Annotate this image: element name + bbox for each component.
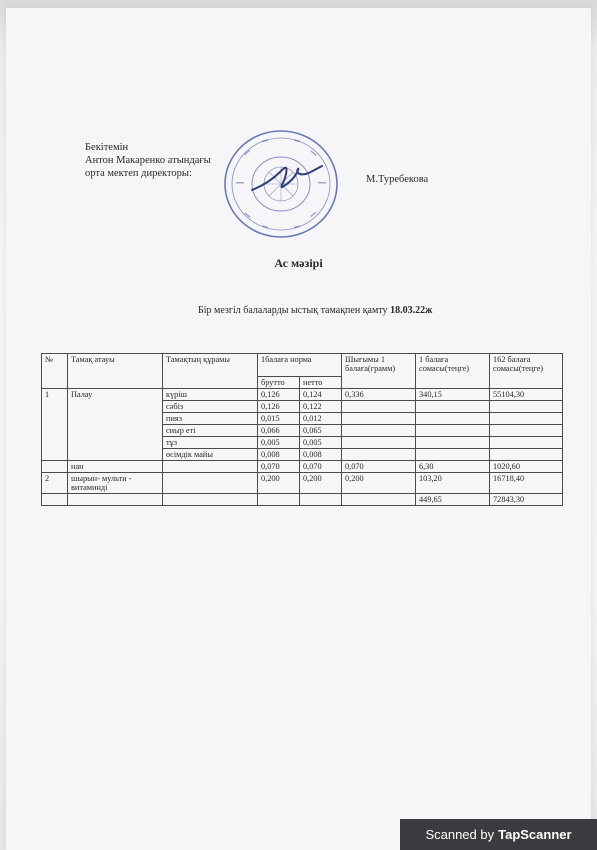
cell-price-all: 55104,30 <box>490 389 563 401</box>
header-norm: 1балаға норма <box>258 354 342 377</box>
cell-gross <box>258 494 300 506</box>
cell-net: 0,012 <box>300 413 342 425</box>
table-row <box>42 461 563 473</box>
cell-price-one: 340,15 <box>416 389 490 401</box>
cell-no <box>42 461 68 473</box>
header-name: Тамақ атауы <box>68 354 163 389</box>
cell-price-one <box>416 413 490 425</box>
cell-composition: тұз <box>163 437 258 449</box>
header-price-one: 1 балаға сомасы(теңге) <box>416 354 490 389</box>
signer-name: М.Туребекова <box>366 174 429 185</box>
cell-net: 0,005 <box>300 437 342 449</box>
cell-price-all: 1020,60 <box>490 461 563 473</box>
header-price-all: 162 балаға сомасы(теңге) <box>490 354 563 389</box>
cell-price-one <box>416 437 490 449</box>
header-gross: брутто <box>258 377 300 389</box>
approval-line-3: орта мектеп директоры: <box>85 168 192 179</box>
page-title: Ас мәзірі <box>274 256 323 270</box>
approval-block <box>85 141 211 180</box>
cell-composition: күріш <box>163 389 258 401</box>
cell-gross: 0,008 <box>258 449 300 461</box>
cell-price-all <box>490 401 563 413</box>
cell-consumption <box>342 401 416 413</box>
cell-consumption: 0,070 <box>342 461 416 473</box>
cell-name <box>68 494 163 506</box>
cell-price-one: 103,20 <box>416 473 490 494</box>
cell-net: 0,200 <box>300 473 342 494</box>
cell-gross: 0,066 <box>258 425 300 437</box>
cell-price-one <box>416 425 490 437</box>
cell-consumption <box>342 449 416 461</box>
menu-table <box>41 353 563 506</box>
cell-consumption <box>342 437 416 449</box>
table-row <box>42 389 563 401</box>
cell-net: 0,122 <box>300 401 342 413</box>
subtitle-text: Бір мезгіл балаларды ыстық тамақпен қамту <box>198 305 391 316</box>
cell-composition <box>163 494 258 506</box>
header-composition: Тамақтың құрамы <box>163 354 258 389</box>
subtitle-date: 18.03.22ж <box>390 305 433 316</box>
cell-gross: 0,015 <box>258 413 300 425</box>
cell-consumption: 0,336 <box>342 389 416 401</box>
cell-price-all <box>490 413 563 425</box>
cell-composition <box>163 473 258 494</box>
cell-price-all <box>490 449 563 461</box>
approval-line-2: Антон Макаренко атындағы <box>85 155 211 166</box>
cell-no: 2 <box>42 473 68 494</box>
cell-composition <box>163 461 258 473</box>
approval-line-1: Бекітемін <box>85 142 129 153</box>
cell-consumption: 0,200 <box>342 473 416 494</box>
cell-net <box>300 494 342 506</box>
cell-consumption <box>342 425 416 437</box>
scanner-brand: TapScanner <box>498 827 572 842</box>
cell-price-one: 6,30 <box>416 461 490 473</box>
header-net: нетто <box>300 377 342 389</box>
cell-price-all <box>490 437 563 449</box>
cell-price-one <box>416 401 490 413</box>
table-header-row <box>42 354 563 377</box>
header-no: № <box>42 354 68 389</box>
cell-name: шырын- мульти - витаминді <box>68 473 163 494</box>
cell-gross: 0,126 <box>258 389 300 401</box>
cell-gross: 0,005 <box>258 437 300 449</box>
cell-gross: 0,126 <box>258 401 300 413</box>
cell-composition: сәбіз <box>163 401 258 413</box>
cell-composition: өсімдік майы <box>163 449 258 461</box>
cell-net: 0,124 <box>300 389 342 401</box>
cell-gross: 0,200 <box>258 473 300 494</box>
cell-composition: пияз <box>163 413 258 425</box>
cell-consumption <box>342 413 416 425</box>
cell-price-all: 16718,40 <box>490 473 563 494</box>
cell-consumption <box>342 494 416 506</box>
cell-price-all <box>490 425 563 437</box>
cell-name: Палау <box>68 389 163 461</box>
table-row <box>42 494 563 506</box>
cell-price-all: 72843,30 <box>490 494 563 506</box>
table-row <box>42 473 563 494</box>
cell-net: 0,008 <box>300 449 342 461</box>
cell-price-one <box>416 449 490 461</box>
cell-name: нан <box>68 461 163 473</box>
scanner-prefix: Scanned by <box>425 827 495 842</box>
cell-gross: 0,070 <box>258 461 300 473</box>
cell-no: 1 <box>42 389 68 461</box>
cell-no <box>42 494 68 506</box>
scanner-watermark <box>400 819 597 850</box>
page-subtitle <box>198 305 432 316</box>
cell-net: 0,065 <box>300 425 342 437</box>
cell-price-one: 449,65 <box>416 494 490 506</box>
school-seal-icon <box>222 128 340 240</box>
cell-composition: сиыр еті <box>163 425 258 437</box>
header-consumption: Шығымы 1 балаға(грамм) <box>342 354 416 389</box>
cell-net: 0,070 <box>300 461 342 473</box>
